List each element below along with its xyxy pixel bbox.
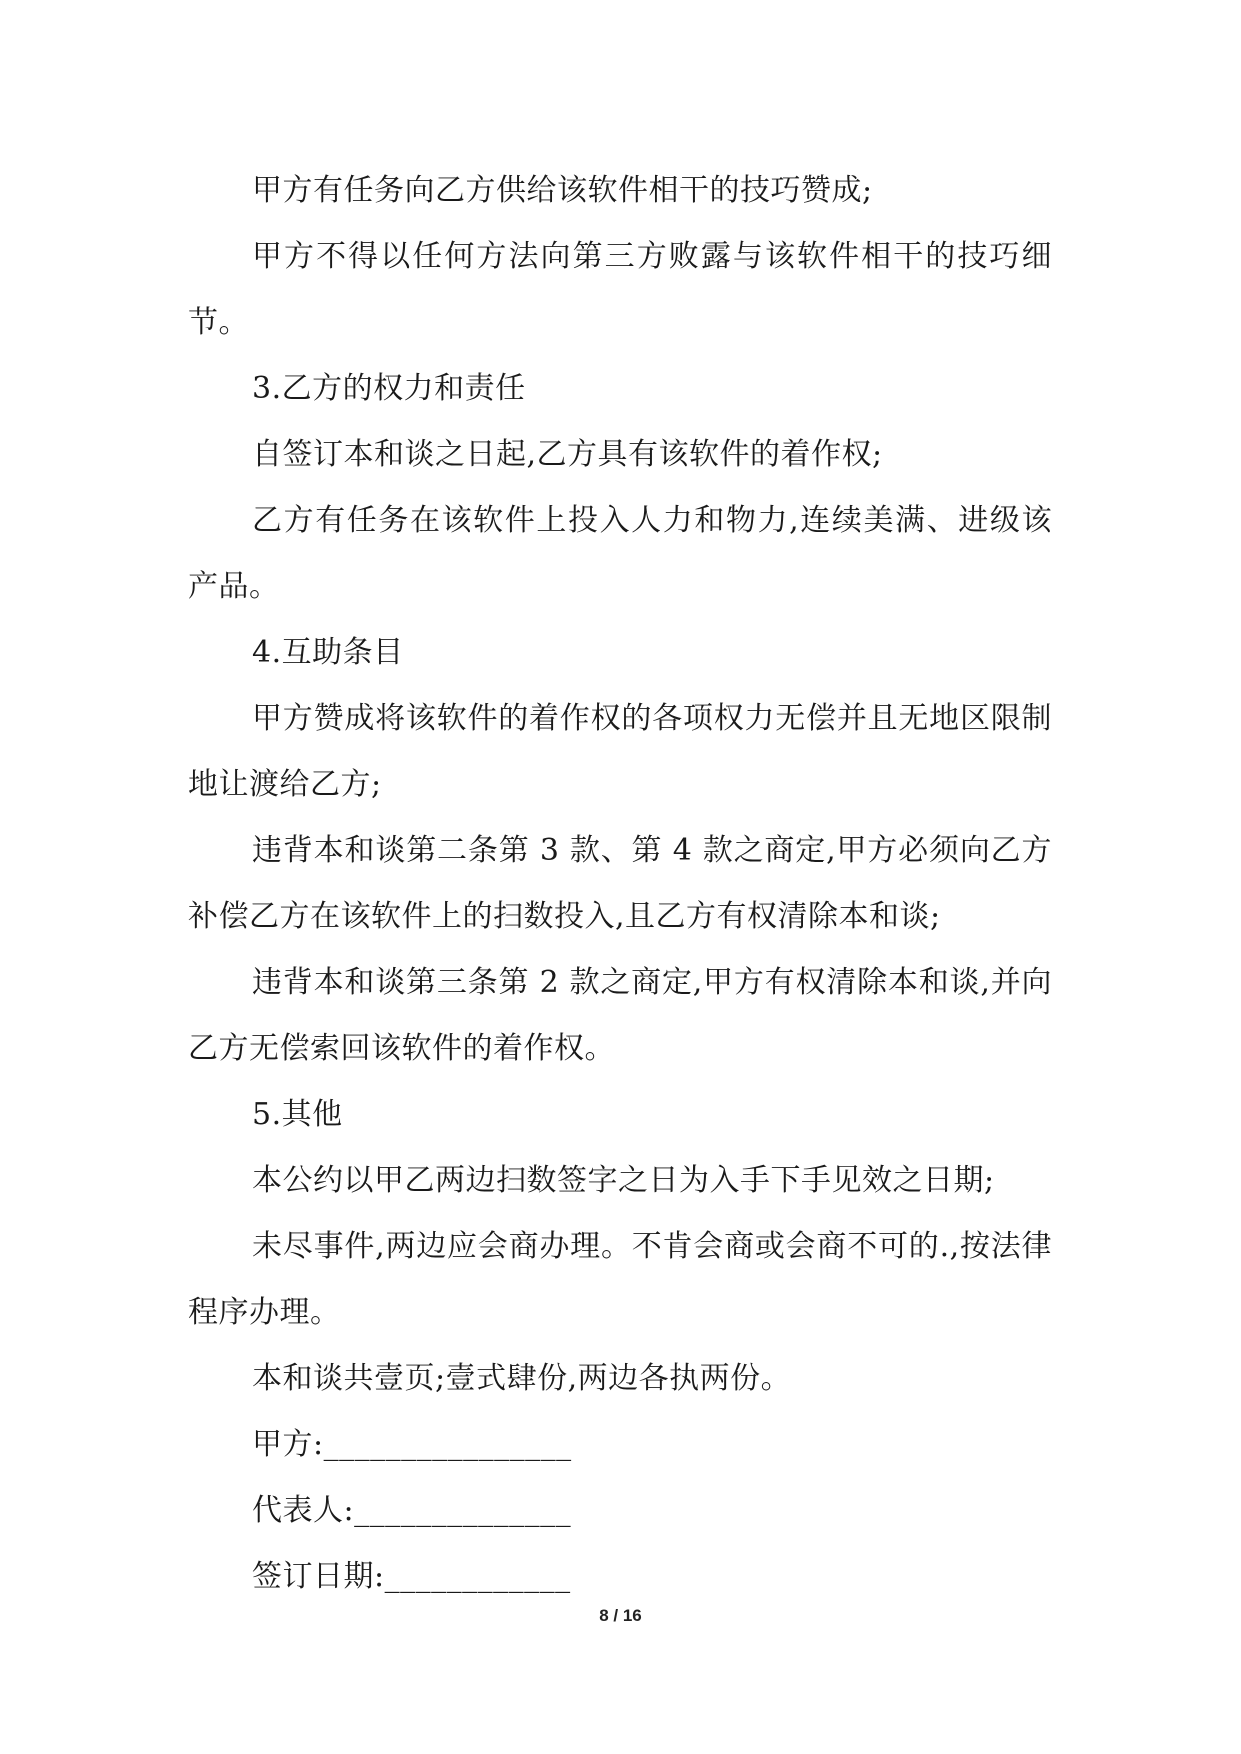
paragraph-tech-support: 甲方有任务向乙方供给该软件相干的技巧赞成; [252, 173, 873, 208]
paragraph-confidentiality: 甲方不得以任何方法向第三方败露与该软件相干的技巧细节。 [188, 239, 1052, 340]
paragraph-breach-clause-2: 违背本和谈第二条第 3 款、第 4 款之商定,甲方必须向乙方补偿乙方在该软件上的扫数投入,且乙方有权清除本和谈; [188, 833, 1052, 934]
section-heading-3: 3.乙方的权力和责任 [252, 371, 526, 406]
paragraph-breach-clause-3: 违背本和谈第三条第 2 款之商定,甲方有权清除本和谈,并向乙方无偿索回该软件的着作权。 [188, 965, 1052, 1066]
document-body [188, 158, 1052, 1610]
page-number: 8 / 16 [599, 1606, 642, 1625]
paragraph-effective-date: 本公约以甲乙两边扫数签字之日为入手下手见效之日期; [252, 1163, 995, 1198]
signature-representative: 代表人:______________ [252, 1493, 572, 1528]
section-heading-5: 5.其他 [252, 1097, 343, 1132]
section-heading-4: 4.互助条目 [252, 635, 404, 670]
paragraph-transfer: 甲方赞成将该软件的着作权的各项权力无偿并且无地区限制地让渡给乙方; [188, 701, 1052, 802]
paragraph-copyright: 自签订本和谈之日起,乙方具有该软件的着作权; [252, 437, 883, 472]
paragraph-copies: 本和谈共壹页;壹式肆份,两边各执两份。 [252, 1361, 792, 1396]
paragraph-disputes: 未尽事件,两边应会商办理。不肯会商或会商不可的.,按法律程序办理。 [188, 1229, 1052, 1330]
signature-date: 签订日期:____________ [252, 1559, 571, 1594]
signature-party-a: 甲方:________________ [252, 1427, 572, 1462]
paragraph-investment: 乙方有任务在该软件上投入人力和物力,连续美满、进级该产品。 [188, 503, 1052, 604]
